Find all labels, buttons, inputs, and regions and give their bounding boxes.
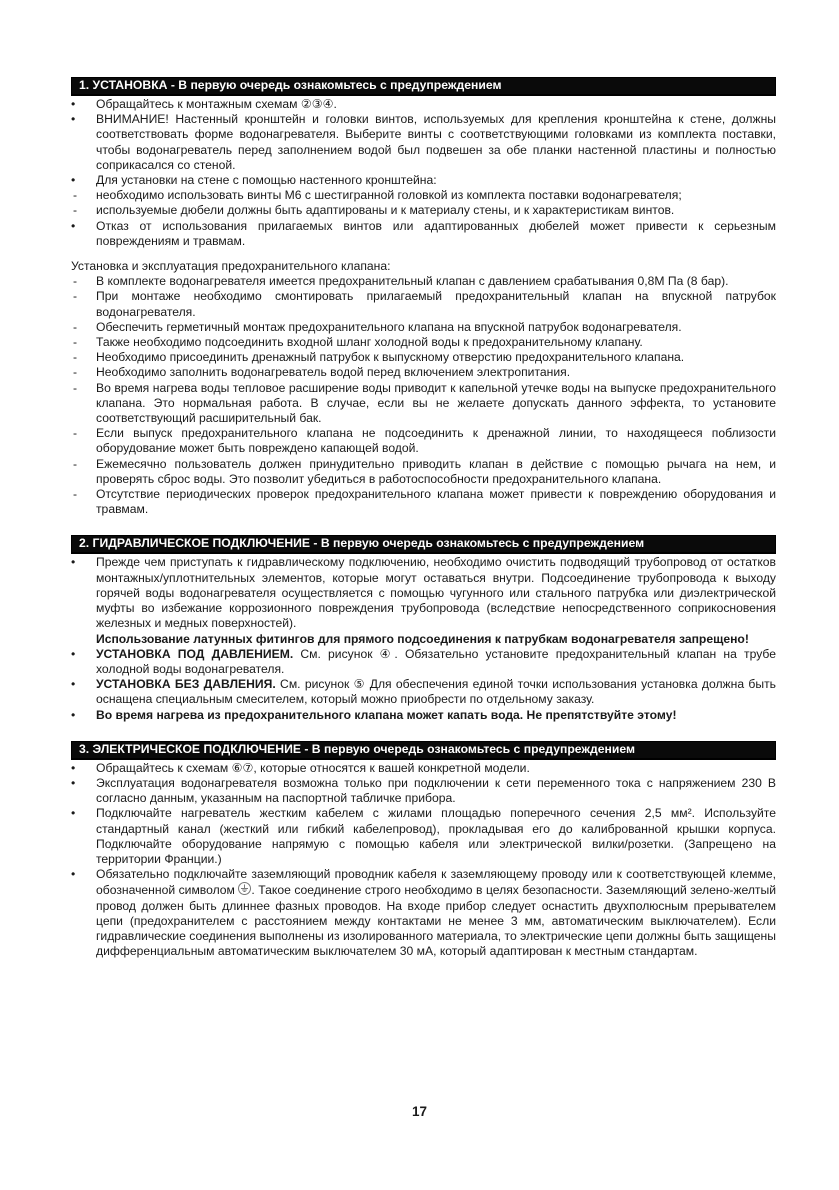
manual-page	[71, 77, 776, 959]
bullet: •	[71, 112, 76, 127]
valve-title: Установка и эксплуатация предохранительного клапана:	[71, 259, 391, 274]
list-item: - Отсутствие периодических проверок предохранительного клапана может привести к повреждению оборудования и травмам.	[73, 487, 776, 517]
list-item: - Обеспечить герметичный монтаж предохранительного клапана на впускной патрубок водонагревателя.	[73, 319, 682, 334]
dash: -	[73, 203, 78, 218]
list-item: - Во время нагрева воды тепловое расширение воды приводит к капельной утечке воды на выпуске предохранительного клапана. Это нормальная работа. В случае, если вы не желаете допускать данного эффекта, то установите соответствующий расширительный бак.	[73, 380, 776, 426]
list-item: - Необходимо заполнить водонагреватель водой перед включением электропитания.	[73, 365, 571, 380]
list-item: • Прежде чем приступать к гидравлическому подключению, необходимо очистить подводящий трубопровод от остатков монтажных/уплотнительных элементов, которые могут оставаться внутри. Подсоединение трубопровода к выходу горячей воды водонагревателя осуществляется с помощью чугунного или стального патрубка или диэлектрической муфты во избежание коррозионного повреждения трубопровода (вследствие непосредственного соприкосновения железных и медных поверхностей). Использование латунных фитингов для прямого подсоединения к патрубкам водонагревателя запрещено!	[71, 555, 776, 646]
list-item: • УСТАНОВКА ПОД ДАВЛЕНИЕМ. См. рисунок ④. Обязательно установите предохранительный клапан на трубе холодной воды водонагревателя.	[71, 646, 776, 676]
list-item: - Также необходимо подсоединить входной шланг холодной воды к предохранительному клапану.	[73, 335, 643, 350]
list-item: • Подключайте нагреватель жестким кабелем с жилами площадью поперечного сечения 2,5 мм². Используйте стандартный канал (жесткий или гибкий кабелепровод), прокладывая его до калиброванной крышки корпуса. Подключайте оборудование напрямую с помощью кабеля или электрической вилки/розетки. (Запрещено на территории Франции.)	[71, 806, 776, 866]
bullet: •	[71, 218, 76, 233]
ground-symbol-icon	[238, 882, 251, 895]
list-item	[71, 708, 776, 723]
page-number: 17	[411, 1104, 428, 1119]
bullet: •	[71, 707, 76, 722]
list-item: • Обращайтесь к схемам ⑥⑦, которые относятся к вашей конкретной модели.	[71, 760, 530, 775]
section-2-list	[71, 555, 776, 722]
bullet: •	[71, 760, 76, 775]
dash: -	[73, 426, 78, 441]
list-item: - Необходимо присоединить дренажный патрубок к выпускному отверстию предохранительного клапана.	[73, 350, 685, 365]
bullet: •	[71, 555, 76, 570]
dash: -	[73, 456, 78, 471]
list-item: • Обязательно подключайте заземляющий проводник кабеля к заземляющему проводу или к соответствующей клемме, обозначенной символом . Такое соединение строго необходимо в целях безопасности. Заземляющий зелено-желтый провод должен быть длиннее фазных проводов. На входе прибор следует оснастить двухполюсным прерывателем цепи (предохранителем с расстоянием между контактами не менее 3 мм, автоматическим выключателем). Если гидравлические соединения выполнены из изолированного материала, то электрические цепи должны быть защищены дифференциальным автоматическим выключателем 30 мА, который адаптирован к местным стандартам.	[71, 867, 776, 959]
list-item: • Обращайтесь к монтажным схемам ②③④.	[71, 97, 337, 111]
bullet: •	[71, 646, 76, 661]
dash: -	[73, 365, 78, 380]
bullet: •	[71, 97, 76, 111]
bullet: •	[71, 867, 76, 882]
list-item: - используемые дюбели должны быть адаптированы и к материалу стены, и к характеристикам винтов.	[73, 203, 675, 218]
warning-text: Использование латунных фитингов для прямого подсоединения к патрубкам водонагревателя запрещено!	[96, 631, 749, 646]
section-1-list	[71, 97, 776, 249]
section-2-header: 2. ГИДРАВЛИЧЕСКОЕ ПОДКЛЮЧЕНИЕ - В первую очередь ознакомьтесь с предупреждением	[71, 535, 776, 553]
dash: -	[73, 289, 78, 304]
bullet: •	[71, 677, 76, 692]
dash: -	[73, 188, 78, 203]
bullet: •	[71, 775, 76, 790]
dash: -	[73, 487, 78, 502]
warning-text: Во время нагрева из предохранительного клапана может капать вода. Не препятствуйте этому!	[96, 707, 677, 722]
dash: -	[73, 274, 78, 289]
list-item: • Отказ от использования прилагаемых винтов или адаптированных дюбелей может привести к серьезным повреждениям и травмам.	[71, 218, 776, 248]
list-item: • УСТАНОВКА БЕЗ ДАВЛЕНИЯ. См. рисунок ⑤ Для обеспечения единой точки использования установка должна быть оснащена специальным смесителем, который можно приобрести по отдельному заказу.	[71, 677, 776, 707]
section-3-list	[71, 761, 776, 960]
section-1-header: 1. УСТАНОВКА - В первую очередь ознакомьтесь с предупреждением	[71, 77, 776, 95]
bullet: •	[71, 806, 76, 821]
list-item: - необходимо использовать винты М6 с шестигранной головкой из комплекта поставки водонагревателя;	[73, 188, 682, 203]
valve-list	[71, 274, 776, 517]
list-item: • ВНИМАНИЕ! Настенный кронштейн и головки винтов, используемых для крепления кронштейна к стене, должны соответствовать форме водонагревателя. Выберите винты с соответствующими головками из комплекта поставки, чтобы водонагреватель перед заполнением водой был подвешен за обе планки настенной пластины и полностью соприкасался со стеной.	[71, 112, 776, 172]
bullet: •	[71, 173, 76, 188]
list-item: - Ежемесячно пользователь должен принудительно приводить клапан в действие с помощью рычага на нем, и проверять сброс воды. Это позволит убедиться в работоспособности предохранительного клапана.	[73, 456, 776, 486]
dash: -	[73, 319, 78, 334]
list-item: • Для установки на стене с помощью настенного кронштейна:	[71, 173, 437, 188]
list-item: - Если выпуск предохранительного клапана не подсоединить к дренажной линии, то находящееся поблизости оборудование может быть повреждено капающей водой.	[73, 426, 776, 456]
list-item: - В комплекте водонагревателя имеется предохранительный клапан с давлением срабатывания 0,8М Па (8 бар).	[73, 274, 729, 289]
list-item: • Эксплуатация водонагревателя возможна только при подключении к сети переменного тока с напряжением 230 В согласно данным, указанным на паспортной табличке прибора.	[71, 775, 776, 806]
section-3-header: 3. ЭЛЕКТРИЧЕСКОЕ ПОДКЛЮЧЕНИЕ - В первую очередь ознакомьтесь с предупреждением	[71, 741, 776, 759]
list-item: - При монтаже необходимо смонтировать прилагаемый предохранительный клапан на впускной патрубок водонагревателя.	[73, 289, 776, 319]
dash: -	[73, 380, 78, 395]
dash: -	[73, 350, 78, 365]
dash: -	[73, 335, 78, 350]
